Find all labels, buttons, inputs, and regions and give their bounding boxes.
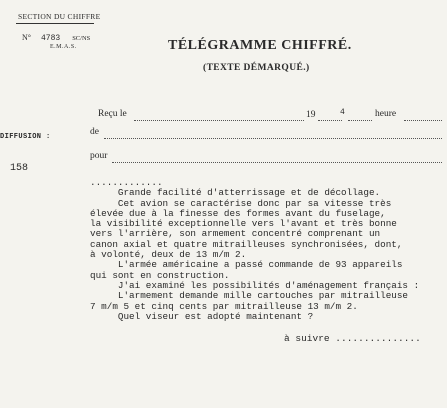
de-label: de [90,127,99,137]
recu-label: Reçu le [98,109,127,119]
message-line: Quel viseur est adopté maintenant ? [90,310,314,322]
pour-label: pour [90,151,108,161]
message-line: Cet avion se caractérise donc par sa vitesse très [90,197,392,209]
message-line: 7 m/m 5 et cinq cents par mitrailleuse 13 m/m 2. [90,300,358,312]
de-dotted-line [104,138,442,139]
message-line: J'ai examiné les possibilités d'aménagement français : [90,279,420,291]
heure-label: heure [375,109,397,119]
message-line: ............. [90,177,163,188]
message-line: canon axial et quatre mitrailleuses synchronisées, dont, [90,238,403,250]
document-subtitle: (TEXTE DÉMARQUÉ.) [203,63,310,73]
message-line: L'armement demande mille cartouches par mitrailleuse [90,290,409,302]
section-underline [16,23,94,24]
year-dotted-line-2 [348,120,372,121]
message-line: à volonté, deux de 13 m/m 2. [90,249,247,261]
message-line: qui sont en construction. [90,269,230,281]
pour-dotted-line [112,162,442,163]
number-prefix: N° [22,33,31,42]
document-title: TÉLÉGRAMME CHIFFRÉ. [168,38,352,53]
message-line: vers l'arrière, son armement concentré comprenant un [90,228,381,240]
number-suffix: SC/NS [72,35,91,42]
message-line: élevée due à la finesse des formes avant du fuselage, [90,207,386,219]
a-suivre-closing: à suivre ............... [284,333,421,344]
year-dotted-line [318,120,342,121]
year-prefix: 19 [306,110,316,120]
number-value: 4783 [40,34,61,43]
heure-dotted-line [404,120,442,121]
emas-label: E.M.A.S. [50,44,77,50]
diffusion-label: DIFFUSION : [0,133,51,141]
section-label: SECTION DU CHIFFRE [18,12,101,21]
message-line: la visibilité exceptionnelle vers l'avant et très bonne [90,218,397,230]
diffusion-value: 158 [10,163,29,174]
message-body [90,178,419,322]
year-suffix: 4 [340,108,345,117]
recu-dotted-line [134,120,304,121]
telegram-number [22,33,90,43]
message-line: Grande facilité d'atterrissage et de décollage. [90,187,381,199]
message-line: L'armée américaine a passé commande de 93 appareils [90,259,403,271]
